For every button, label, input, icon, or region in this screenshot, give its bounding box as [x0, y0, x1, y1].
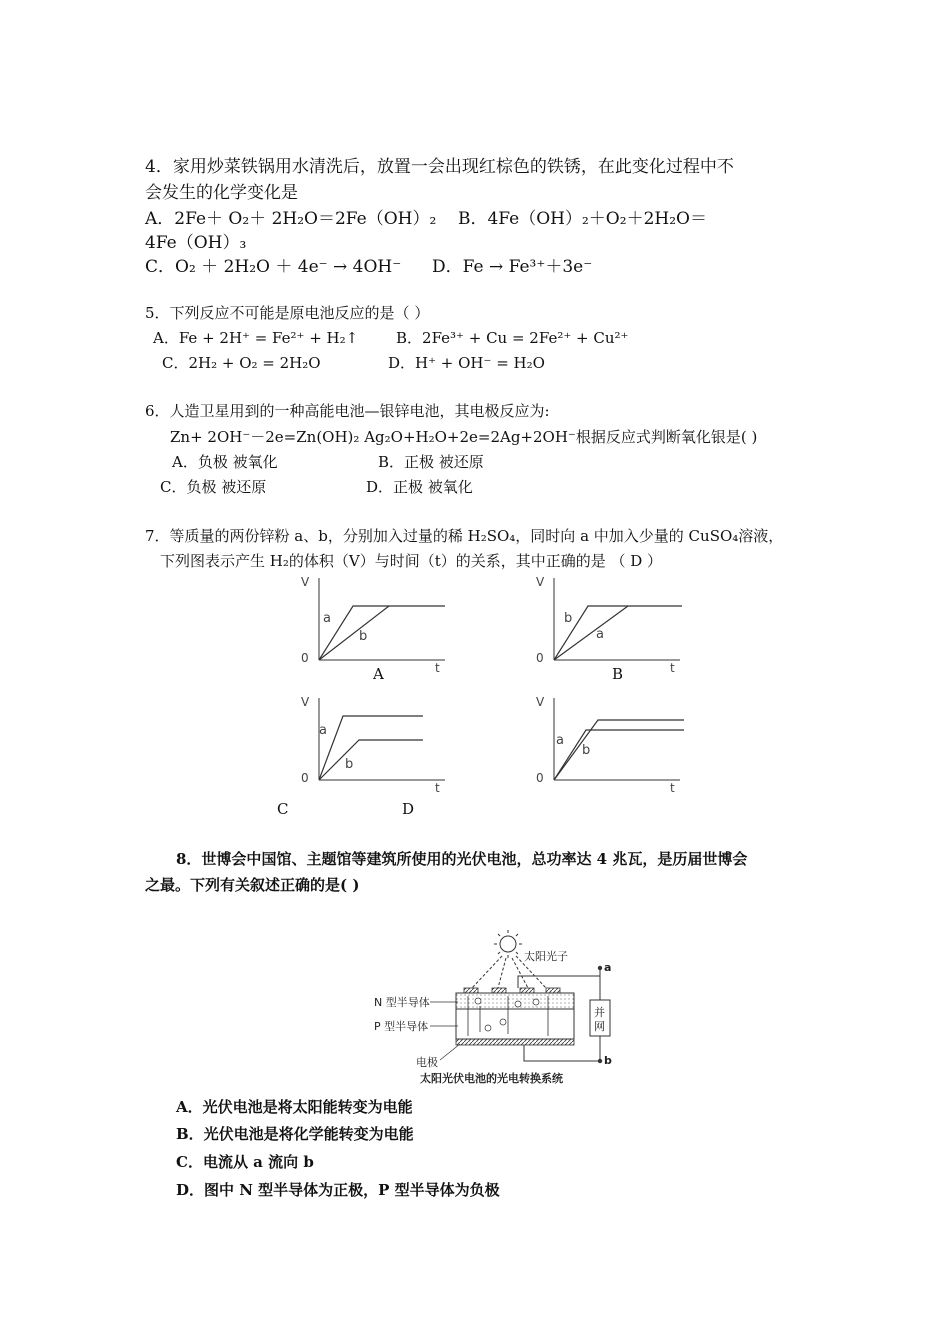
- q5-option-b: B．2Fe³⁺ + Cu = 2Fe²⁺ + Cu²⁺: [396, 329, 629, 347]
- q5-option-d: D．H⁺ + OH⁻ = H₂O: [388, 354, 545, 372]
- graph-b-ylabel: V: [536, 575, 545, 589]
- graph-c-ylabel: V: [301, 695, 310, 709]
- graph-b-label-a: a: [596, 627, 604, 642]
- q8-option-a: A．光伏电池是将太阳能转变为电能: [176, 1098, 413, 1116]
- graph-c-line-a: [319, 716, 423, 780]
- graph-a-label-a: a: [323, 611, 331, 626]
- q8-option-c: C．电流从 a 流向 b: [176, 1153, 314, 1171]
- graph-d-ylabel: V: [536, 695, 545, 709]
- q7-graph-b: [530, 572, 690, 684]
- q6-stem: 6．人造卫星用到的一种高能电池—银锌电池，其电极反应为:: [145, 402, 550, 420]
- q6-option-c: C．负极 被还原: [160, 478, 267, 496]
- q6-option-a: A．负极 被氧化: [172, 453, 278, 471]
- q4-option-b: B．4Fe（OH）₂＋O₂＋2H₂O＝: [458, 209, 707, 229]
- graph-c-label-b: b: [345, 757, 354, 772]
- q7-stem-line2: 下列图表示产生 H₂的体积（V）与时间（t）的关系，其中正确的是 （ D ）: [160, 552, 663, 570]
- sun-icon: [494, 930, 522, 958]
- q8-option-b: B．光伏电池是将化学能转变为电能: [176, 1125, 414, 1143]
- q4-option-d: D．Fe → Fe³⁺＋3e⁻: [432, 257, 593, 277]
- q4-option-a: A．2Fe＋ O₂＋ 2H₂O＝2Fe（OH）₂: [145, 209, 437, 229]
- q6-option-b: B．正极 被还原: [378, 453, 484, 471]
- q7-graph-c: [295, 692, 455, 804]
- grid-label-1: 并: [594, 1006, 605, 1019]
- sun-photon-label: 太阳光子: [524, 950, 568, 963]
- terminal-b-label: b: [604, 1054, 612, 1067]
- q4-option-b-cont: 4Fe（OH）₃: [145, 233, 247, 253]
- graph-a-label-b: b: [359, 629, 368, 644]
- bottom-electrode: [456, 1039, 574, 1045]
- graph-b-caption: B: [612, 665, 624, 683]
- graph-a-line-a: [319, 606, 445, 660]
- graph-c-origin: 0: [301, 771, 309, 785]
- grid-label-2: 网: [594, 1020, 605, 1033]
- graph-a-origin: 0: [301, 651, 309, 665]
- terminal-a-label: a: [604, 961, 612, 974]
- graph-c-line-b: [319, 740, 423, 780]
- graph-b-label-b: b: [564, 611, 573, 626]
- graph-c-xlabel: t: [435, 781, 440, 795]
- graph-d-xlabel: t: [670, 781, 675, 795]
- pv-cell-diagram: [368, 926, 620, 1090]
- n-type-layer: [456, 993, 574, 1009]
- n-type-label: N 型半导体: [374, 996, 430, 1009]
- graph-c-caption: C: [277, 800, 289, 818]
- q4-option-c: C．O₂ ＋ 2H₂O ＋ 4e⁻ → 4OH⁻: [145, 257, 402, 277]
- graph-d-label-b: b: [582, 743, 591, 758]
- q7-stem-line1: 7．等质量的两份锌粉 a、b，分别加入过量的稀 H₂SO₄，同时向 a 中加入少量的 CuSO₄溶液，: [145, 527, 784, 545]
- graph-b-xlabel: t: [670, 661, 675, 675]
- q4-stem-line2: 会发生的化学变化是: [145, 183, 298, 203]
- graph-b-line-b: [554, 606, 682, 660]
- diagram-caption: 太阳光伏电池的光电转换系统: [420, 1072, 563, 1085]
- graph-b-origin: 0: [536, 651, 544, 665]
- q5-option-c: C．2H₂ + O₂ = 2H₂O: [162, 354, 321, 372]
- q4-stem-line1: 4．家用炒菜铁锅用水清洗后，放置一会出现红棕色的铁锈，在此变化过程中不: [145, 157, 734, 177]
- p-type-layer: [456, 1009, 574, 1039]
- graph-d-line-b: [554, 730, 684, 780]
- graph-a-caption: A: [373, 665, 384, 683]
- graph-a-xlabel: t: [435, 661, 440, 675]
- graph-d-origin: 0: [536, 771, 544, 785]
- q6-equations: Zn+ 2OH⁻－2e=Zn(OH)₂ Ag₂O+H₂O+2e=2Ag+2OH⁻根据反应式判断氧化银是( ): [170, 428, 758, 446]
- electrode-label: 电极: [416, 1056, 438, 1069]
- graph-d-label-a: a: [556, 733, 564, 748]
- q8-stem-line1: 8．世博会中国馆、主题馆等建筑所使用的光伏电池，总功率达 4 兆瓦，是历届世博会: [176, 850, 748, 868]
- q8-option-d: D．图中 N 型半导体为正极，P 型半导体为负极: [176, 1181, 500, 1199]
- q5-option-a: A．Fe + 2H⁺ = Fe²⁺ + H₂↑: [153, 329, 359, 347]
- p-type-label: P 型半导体: [374, 1020, 429, 1033]
- q7-graph-d: [530, 692, 690, 804]
- q8-stem-line2: 之最。下列有关叙述正确的是( ): [145, 876, 360, 894]
- graph-c-label-a: a: [319, 723, 327, 738]
- q5-stem: 5．下列反应不可能是原电池反应的是（ ）: [145, 304, 430, 322]
- graph-a-ylabel: V: [301, 575, 310, 589]
- graph-d-caption: D: [402, 800, 415, 818]
- q6-option-d: D．正极 被氧化: [366, 478, 473, 496]
